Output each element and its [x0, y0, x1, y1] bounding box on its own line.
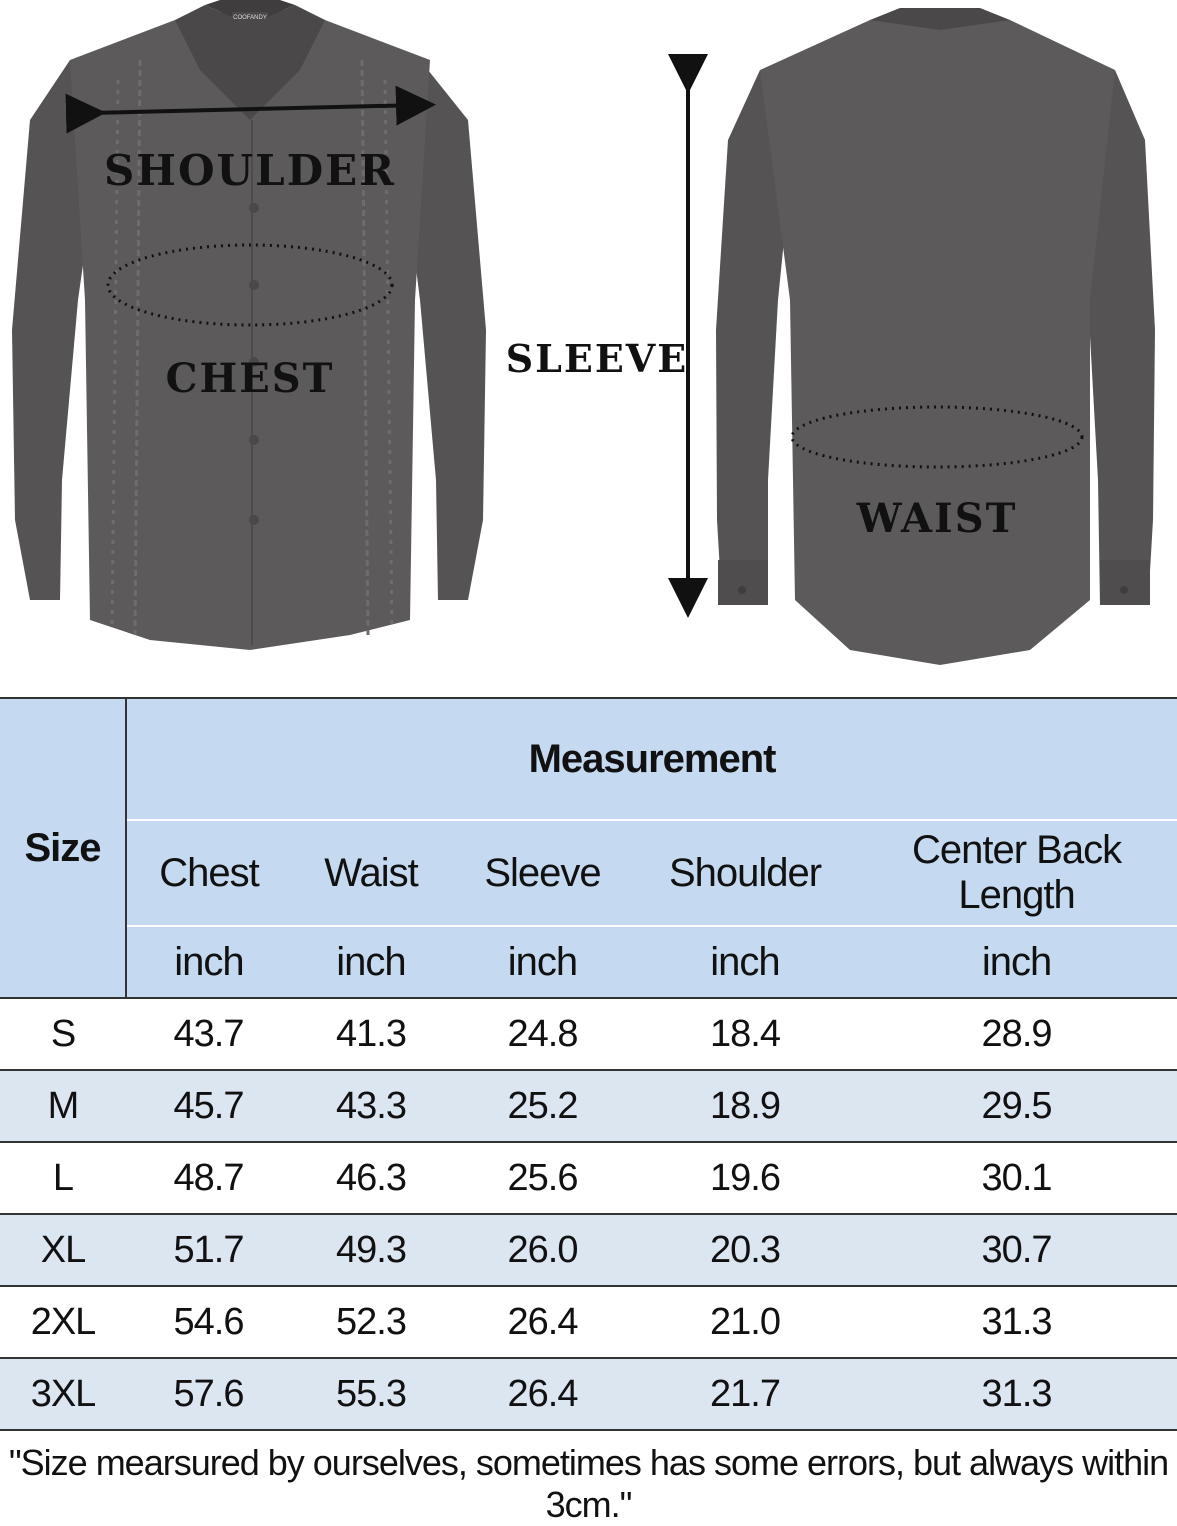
- waist-label: WAIST: [856, 495, 1018, 542]
- sleeve-cell: 25.6: [451, 1142, 634, 1214]
- unit-shoulder: inch: [634, 926, 856, 998]
- center-back-length-cell: 31.3: [856, 1358, 1177, 1430]
- chest-cell: 57.6: [126, 1358, 291, 1430]
- shoulder-cell: 18.9: [634, 1070, 856, 1142]
- waist-cell: 43.3: [291, 1070, 451, 1142]
- shoulder-label: SHOULDER: [103, 146, 397, 195]
- chest-cell: 51.7: [126, 1214, 291, 1286]
- unit-waist: inch: [291, 926, 451, 998]
- chest-label: CHEST: [165, 355, 335, 402]
- sleeve-cell: 24.8: [451, 998, 634, 1070]
- center-back-length-cell: 28.9: [856, 998, 1177, 1070]
- table-row: [0, 1070, 1177, 1142]
- table-row: [0, 1358, 1177, 1430]
- waist-cell: 41.3: [291, 998, 451, 1070]
- unit-sleeve: inch: [451, 926, 634, 998]
- measurement-header: Measurement: [126, 698, 1177, 820]
- chest-cell: 48.7: [126, 1142, 291, 1214]
- size-cell: L: [0, 1142, 126, 1214]
- measurement-diagram: [0, 0, 1177, 680]
- waist-cell: 52.3: [291, 1286, 451, 1358]
- shoulder-cell: 18.4: [634, 998, 856, 1070]
- waist-cell: 49.3: [291, 1214, 451, 1286]
- waist-cell: 55.3: [291, 1358, 451, 1430]
- size-chart-table: [0, 697, 1177, 1431]
- shoulder-cell: 19.6: [634, 1142, 856, 1214]
- sleeve-cell: 25.2: [451, 1070, 634, 1142]
- table-row: [0, 1142, 1177, 1214]
- column-header-shoulder: Shoulder: [634, 820, 856, 926]
- brand-tag-text: COOFANDY: [233, 15, 267, 21]
- center-back-length-cell: 30.7: [856, 1214, 1177, 1286]
- column-header-chest: Chest: [126, 820, 291, 926]
- center-back-length-cell: 29.5: [856, 1070, 1177, 1142]
- waist-cell: 46.3: [291, 1142, 451, 1214]
- center-back-length-cell: 31.3: [856, 1286, 1177, 1358]
- back-shirt-image: [716, 8, 1155, 665]
- shoulder-cell: 21.0: [634, 1286, 856, 1358]
- size-header: Size: [0, 698, 126, 998]
- table-row: [0, 1286, 1177, 1358]
- sleeve-cell: 26.4: [451, 1358, 634, 1430]
- sleeve-cell: 26.0: [451, 1214, 634, 1286]
- column-header-waist: Waist: [291, 820, 451, 926]
- sleeve-cell: 26.4: [451, 1286, 634, 1358]
- size-cell: XL: [0, 1214, 126, 1286]
- size-disclaimer-note: "Size mearsured by ourselves, sometimes has some errors, but always within 3cm.": [8, 1442, 1169, 1525]
- column-header-sleeve: Sleeve: [451, 820, 634, 926]
- sleeve-label: SLEEVE: [505, 336, 689, 381]
- column-header-center-back-length: Center Back Length: [856, 820, 1177, 926]
- chest-cell: 43.7: [126, 998, 291, 1070]
- chest-cell: 45.7: [126, 1070, 291, 1142]
- size-cell: 3XL: [0, 1358, 126, 1430]
- size-cell: M: [0, 1070, 126, 1142]
- center-back-length-cell: 30.1: [856, 1142, 1177, 1214]
- table-row: [0, 998, 1177, 1070]
- unit-center-back-length: inch: [856, 926, 1177, 998]
- unit-chest: inch: [126, 926, 291, 998]
- chest-cell: 54.6: [126, 1286, 291, 1358]
- size-cell: S: [0, 998, 126, 1070]
- table-row: [0, 1214, 1177, 1286]
- shoulder-cell: 21.7: [634, 1358, 856, 1430]
- shoulder-cell: 20.3: [634, 1214, 856, 1286]
- size-cell: 2XL: [0, 1286, 126, 1358]
